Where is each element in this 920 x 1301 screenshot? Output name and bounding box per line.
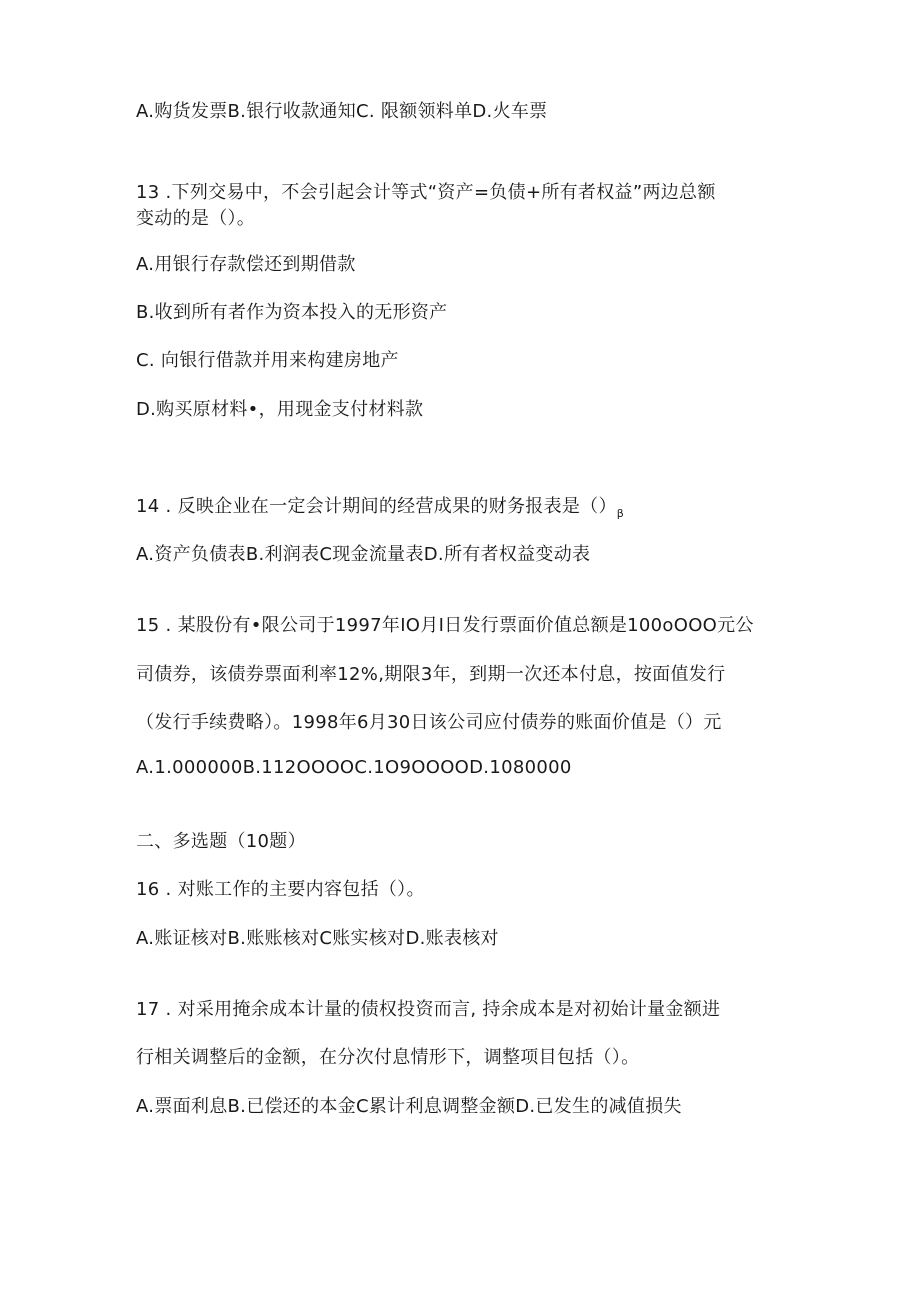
q14-options: A.资产负债表B.利润表C现金流量表D.所有者权益变动表 [136, 544, 591, 565]
q16-options: A.账证核对B.账账核对C账实核对D.账表核对 [136, 928, 499, 949]
q13-stem-line1: 13 .下列交易中，不会引起会计等式“资产=负债+所有者权益”两边总额 [136, 182, 716, 203]
q14-stem-tail: β [616, 507, 625, 520]
q15-stem-line3: （发行手续费略）。1998年6月30日该公司应付债券的账面价值是（）元 [136, 712, 722, 733]
q13-option-a: A.用银行存款偿还到期借款 [136, 254, 356, 275]
q12-options: A.购货发票B.银行收款通知C. 限额领料单D.火车票 [136, 101, 548, 122]
q15-stem-line2: 司债券，该债券票面利率12%,期限3年，到期一次还本付息，按面值发行 [136, 664, 726, 685]
q17-stem-line2: 行相关调整后的金额，在分次付息情形下，调整项目包括（）。 [136, 1047, 640, 1068]
q13-option-b: B.收到所有者作为资本投入的无形资产 [136, 302, 448, 323]
q17-options: A.票面利息B.已偿还的本金C累计利息调整金额D.已发生的减值损失 [136, 1096, 682, 1117]
q17-stem-line1: 17 . 对采用掩余成本计量的债权投资而言, 持余成本是对初始计量金额进 [136, 999, 721, 1020]
q14-stem-text: 14 . 反映企业在一定会计期间的经营成果的财务报表是（） [136, 496, 617, 517]
q13-option-c: C. 向银行借款并用来构建房地产 [136, 350, 399, 371]
section2-heading: 二、多选题（10题） [136, 831, 306, 852]
q14-stem [136, 494, 624, 527]
q15-stem-line1: 15 . 某股份有•限公司于1997年IO月I日发行票面价值总额是100oOOO元公 [136, 615, 754, 636]
q13-stem-line2: 变动的是（）。 [136, 208, 256, 229]
q16-stem: 16 . 对账工作的主要内容包括（）。 [136, 879, 425, 900]
q13-option-d: D.购买原材料•，用现金支付材料款 [136, 399, 424, 420]
q15-options: A.1.000000B.112OOOOC.1O9OOOOD.1080000 [136, 757, 572, 778]
